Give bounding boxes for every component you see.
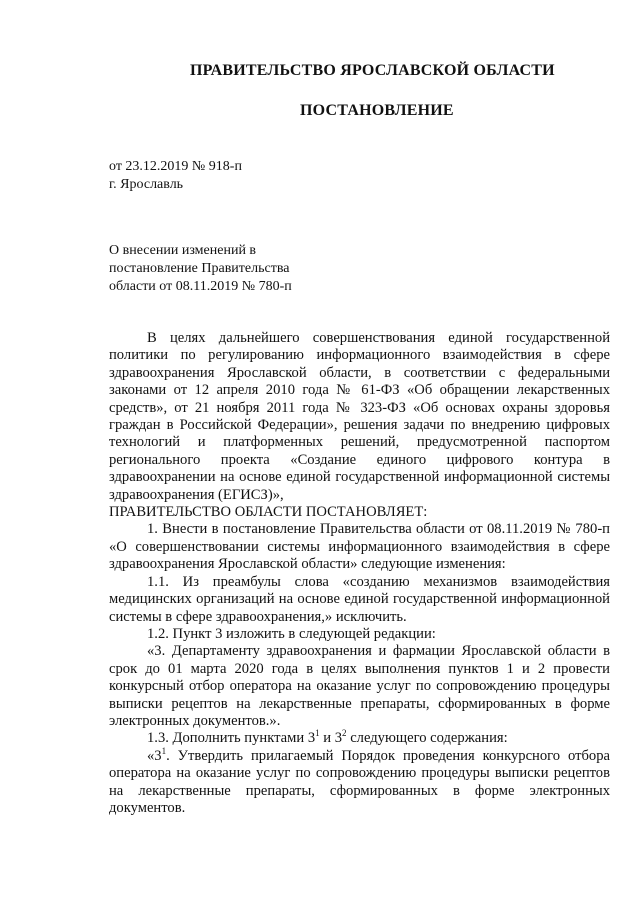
superscript-2: 2 [342,728,347,739]
government-heading: ПРАВИТЕЛЬСТВО ЯРОСЛАВСКОЙ ОБЛАСТИ [190,62,555,79]
paragraph-1-2-text: «3. Департаменту здравоохранения и фармации Ярославской области в срок до 01 марта 2020 года в целях выполнения пунктов 1 и 2 провести конкурсный отбор оператора на оказание услуг по сопровождению процедуры выписки рецептов на лекарственные препараты, сформированных в форме электронных документов.». [109,643,610,729]
paragraph-3-1-superscript: 1 [161,745,167,756]
document-type-heading: ПОСТАНОВЛЕНИЕ [300,102,454,119]
paragraph-1: 1. Внести в постановление Правительства области от 08.11.2019 № 780-п «О совершенствовании системы информационного взаимодействия в сфере здравоохранения Ярославской области» следующие изменения: [109,521,610,573]
subject-line-1: О внесении изменений в [109,243,257,258]
preamble-paragraph: В целях дальнейшего совершенствования единой государственной политики по регулированию информационного взаимодействия в сфере здравоохранения Ярославской области, в соответствии с федеральными законами от 12 апреля 2010 года № 61-ФЗ «Об обращении лекарственных средств», от 21 ноября 2011 года № 323-ФЗ «Об основах охраны здоровья граждан в Российской Федерации», решения задачи по внедрению цифровых технологий и платформенных решений, предусмотренной паспортом регионального проекта «Создание единого цифрового контура в здравоохранении на основе единой государственной информационной системы здравоохранения (ЕГИСЗ)», [109,330,610,503]
resolves-line: ПРАВИТЕЛЬСТВО ОБЛАСТИ ПОСТАНОВЛЯЕТ: [109,504,428,521]
paragraph-1-2: 1.2. Пункт 3 изложить в следующей редакции: [147,625,436,642]
paragraph-1-3-part-c: следующего содержания: [346,730,508,747]
document-body [109,330,610,817]
subject-line-3: области от 08.11.2019 № 780-п [109,279,292,294]
paragraph-1-3-part-a: 1.3. Дополнить пунктами 3 [147,730,316,747]
paragraph-3-1-prefix: «3 [147,747,162,764]
paragraph-3-1 [109,745,610,818]
place: г. Ярославль [109,177,184,192]
superscript-1: 1 [315,728,320,739]
paragraph-1-3 [109,730,610,747]
paragraph-1-3-part-b: и 3 [319,730,343,747]
paragraph-1-1: 1.1. Из преамбулы слова «созданию механизмов взаимодействия медицинских организаций на основе единой государственной информационной системы в сфере здравоохранения,» исключить. [109,573,610,625]
subject-line-2: постановление Правительства [109,261,290,276]
paragraph-3-1-text: . Утвердить прилагаемый Порядок проведения конкурсного отбора оператора на оказание услуг по сопровождению процедуры выписки рецептов на лекарственные препараты, сформированных в форме электронных документов. [109,747,610,816]
date-number: от 23.12.2019 № 918-п [109,159,242,174]
